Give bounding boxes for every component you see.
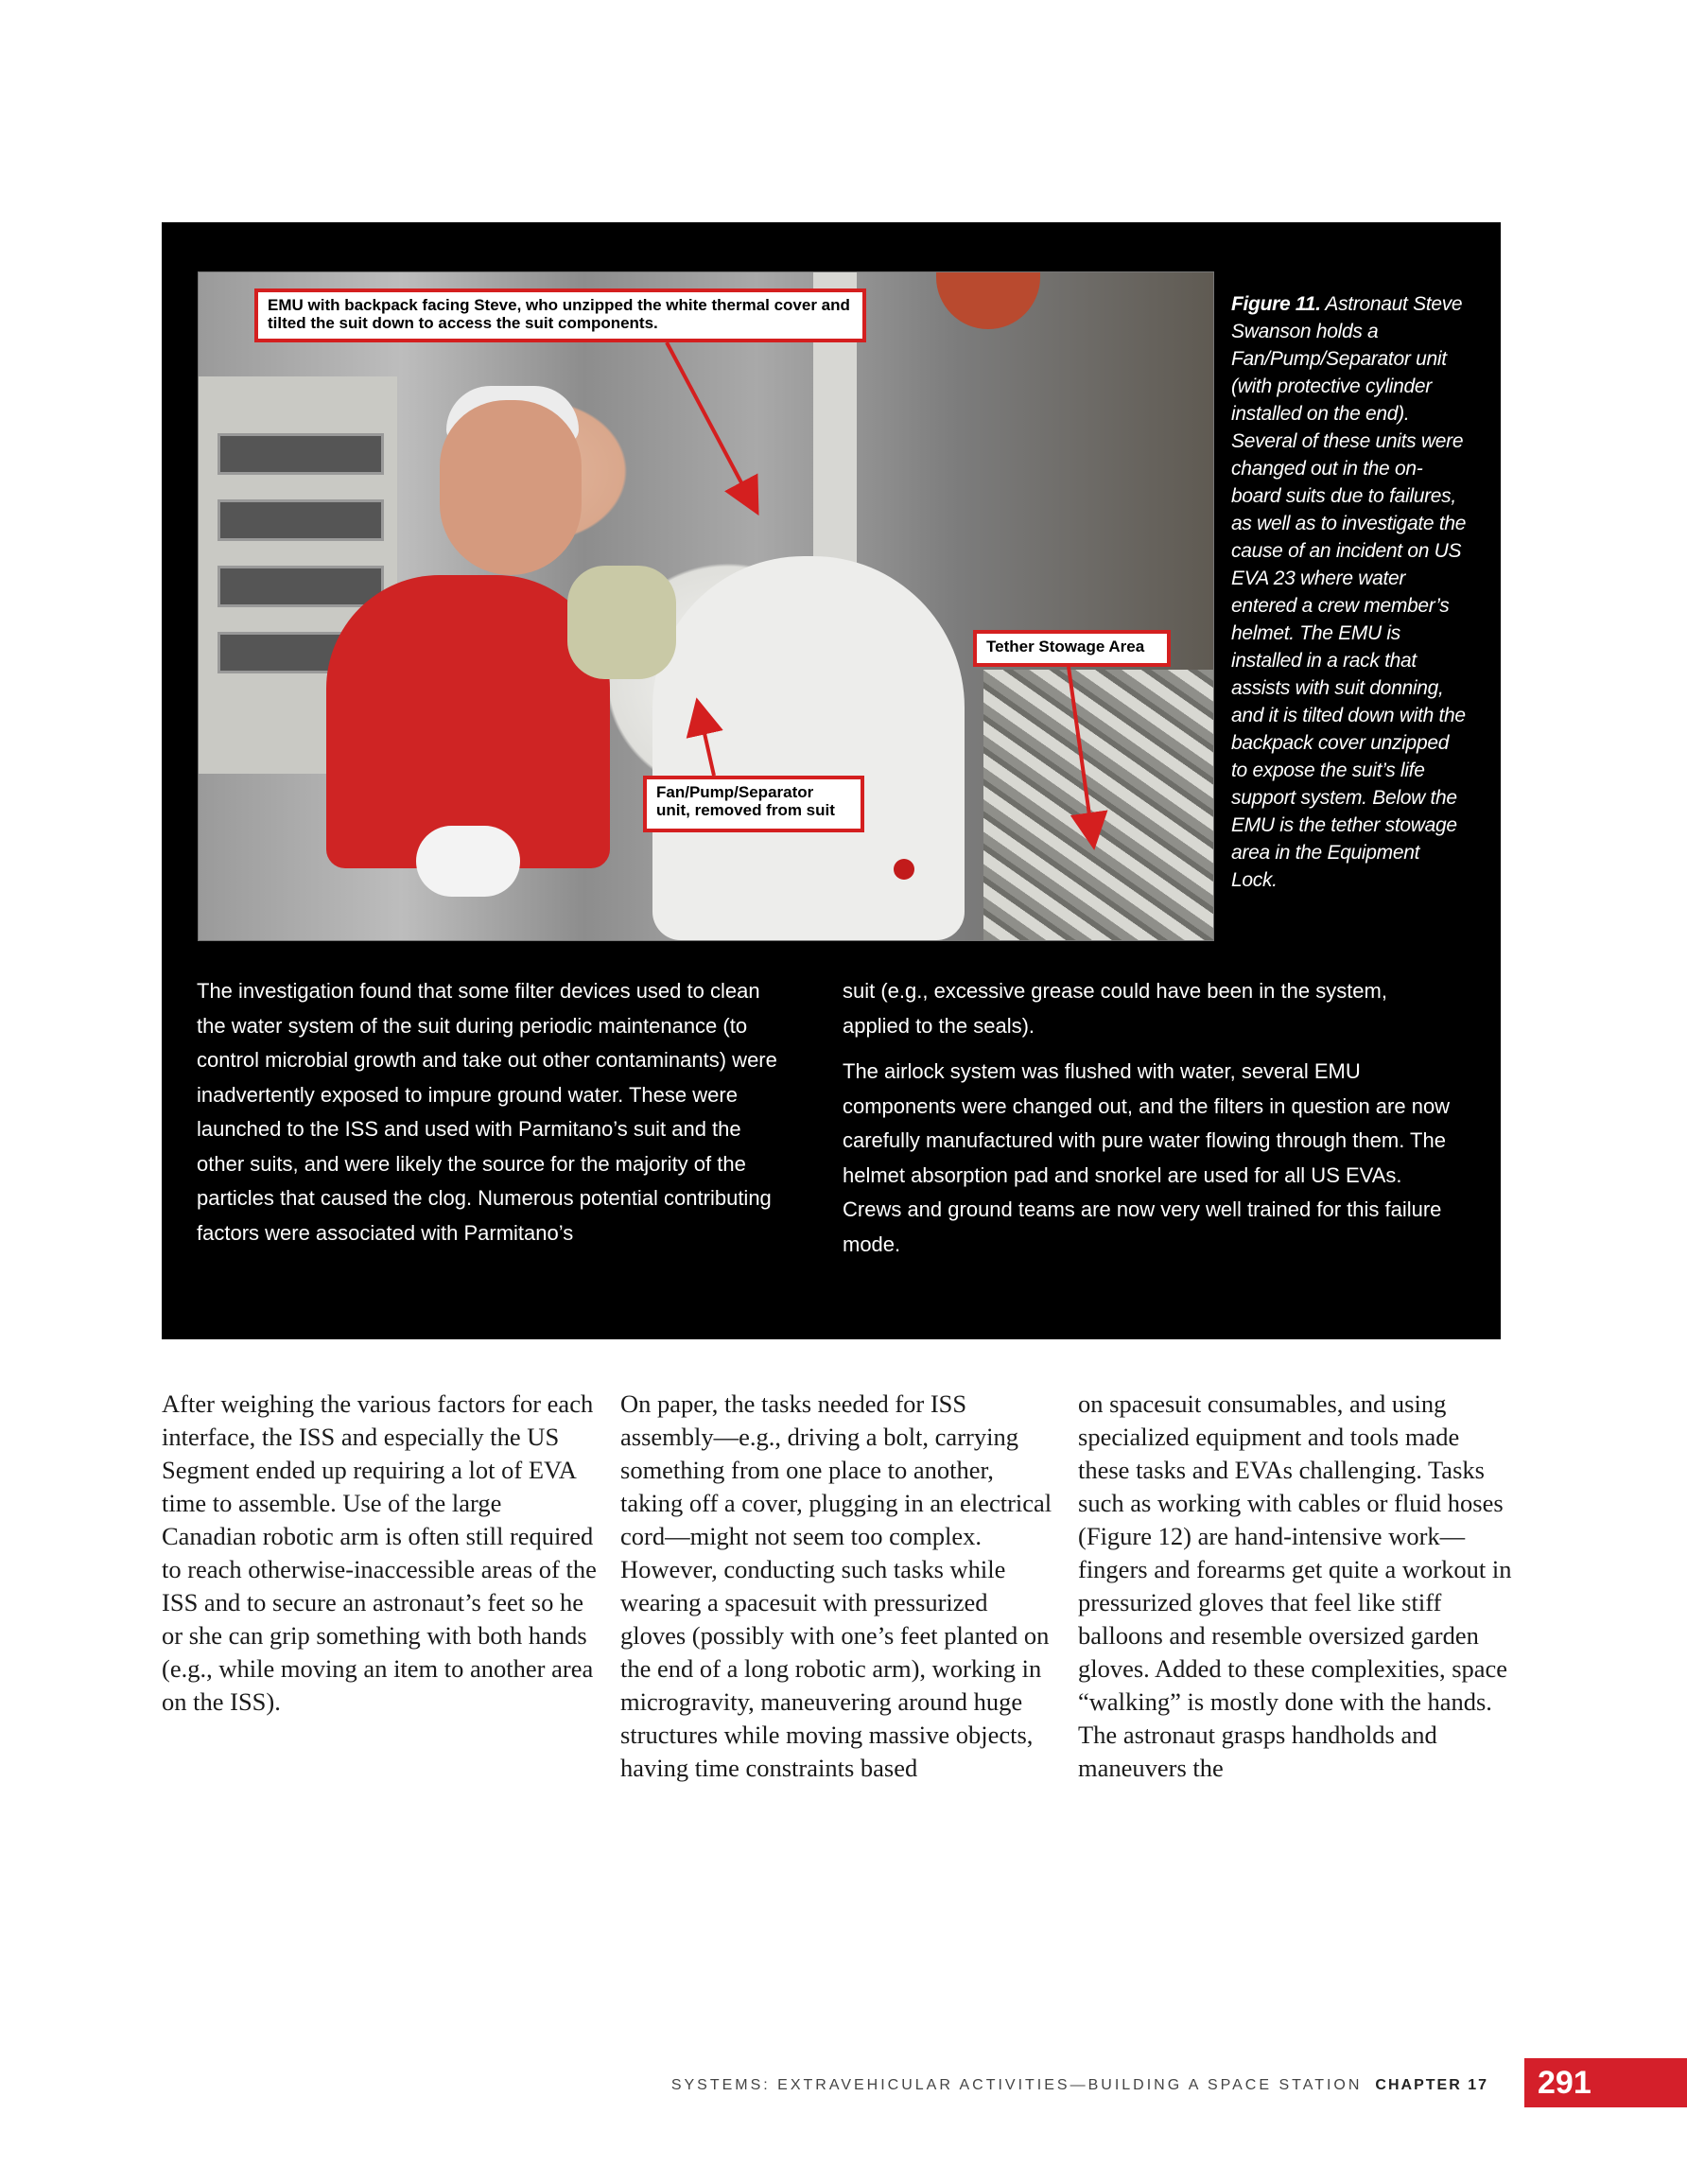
figure-caption-text: Astronaut Steve Swanson holds a Fan/Pump/Separator unit (with protective cylinder installed on the end). Several of these units were changed out in the on-board suits due to failures, as well as to investigate the cause of an incident on US EVA 23 where water entered a crew member’s helmet. The EMU is installed in a rack that assists with suit donning, and it is tilted down with the backpack cover unzipped to expose the suit’s life support system. Below the EMU is the tether stowage area in the Equipment Lock.	[1231, 293, 1467, 891]
callout-fan-pump-separator: Fan/Pump/Separator unit, removed from suit	[643, 776, 864, 832]
running-head: SYSTEMS: EXTRAVEHICULAR ACTIVITIES—BUILDING A SPACE STATION	[670, 2077, 1363, 2093]
sidebar-column-left	[197, 974, 783, 1262]
callout-emu: EMU with backpack facing Steve, who unzipped the white thermal cover and tilted the suit down to access the suit components.	[254, 288, 866, 342]
figure-sidebar	[162, 222, 1501, 1339]
arrow-to-tethers	[1069, 667, 1092, 835]
callout-arrows	[199, 272, 1213, 940]
figure-label: Figure 11.	[1231, 293, 1321, 315]
arrow-to-unit	[700, 712, 714, 776]
sidebar-paragraph: suit (e.g., excessive grease could have been in the system, applied to the seals).	[843, 979, 1387, 1038]
body-column-2: On paper, the tasks needed for ISS assembly—e.g., driving a bolt, carrying something from one place to another, taking off a cover, plugging in an electrical cord—might not seem too complex. However, conducting such tasks while wearing a spacesuit with pressurized gloves (possibly with one’s feet planted on the end of a long robotic arm), working in microgravity, maneuvering around huge structures while moving massive objects, having time constraints based	[620, 1389, 1052, 1782]
running-footer	[671, 2077, 1488, 2094]
astronaut-photo	[198, 271, 1214, 941]
sidebar-paragraph: The investigation found that some filter devices used to clean the water system of the suit during periodic maintenance (to control microbial growth and take out other contaminants) were inadvertently exposed to impure ground water. These were launched to the ISS and used with Parmitano’s suit and the other suits, and were likely the source for the majority of the particles that caused the clog. Numerous potential contributing factors were associated with Parmitano’s	[197, 979, 777, 1245]
body-column-3: on spacesuit consumables, and using specialized equipment and tools made these tasks and EVAs challenging. Tasks such as working with cables or fluid hoses (Figure 12) are hand-intensive work—fingers and forearms get quite a workout in pressurized gloves that feel like stiff balloons and resemble oversized garden gloves. Added to these complexities, space “walking” is mostly done with the hands. The astronaut grasps handholds and maneuvers the	[1078, 1389, 1512, 1782]
figure-caption	[1231, 290, 1468, 894]
chapter-label: CHAPTER 17	[1375, 2077, 1488, 2093]
sidebar-paragraph: The airlock system was flushed with water, several EMU components were changed out, and the filters in question are now carefully manufactured with pure water flowing through them. The helmet absorption pad and snorkel are used for all US EVAs. Crews and ground teams are now very well trained for this failure mode.	[843, 1059, 1451, 1256]
arrow-to-emu	[667, 342, 752, 502]
body-column-1: After weighing the various factors for each interface, the ISS and especially the US Segment ended up requiring a lot of EVA time to assemble. Use of the large Canadian robotic arm is often still required to reach otherwise-inaccessible areas of the ISS and to secure an astronaut’s feet so he or she can grip something with both hands (e.g., while moving an item to another area on the ISS).	[162, 1389, 597, 1716]
callout-tether-stowage: Tether Stowage Area	[973, 630, 1171, 667]
sidebar-column-right	[843, 974, 1457, 1273]
page-number: 291	[1524, 2058, 1687, 2107]
